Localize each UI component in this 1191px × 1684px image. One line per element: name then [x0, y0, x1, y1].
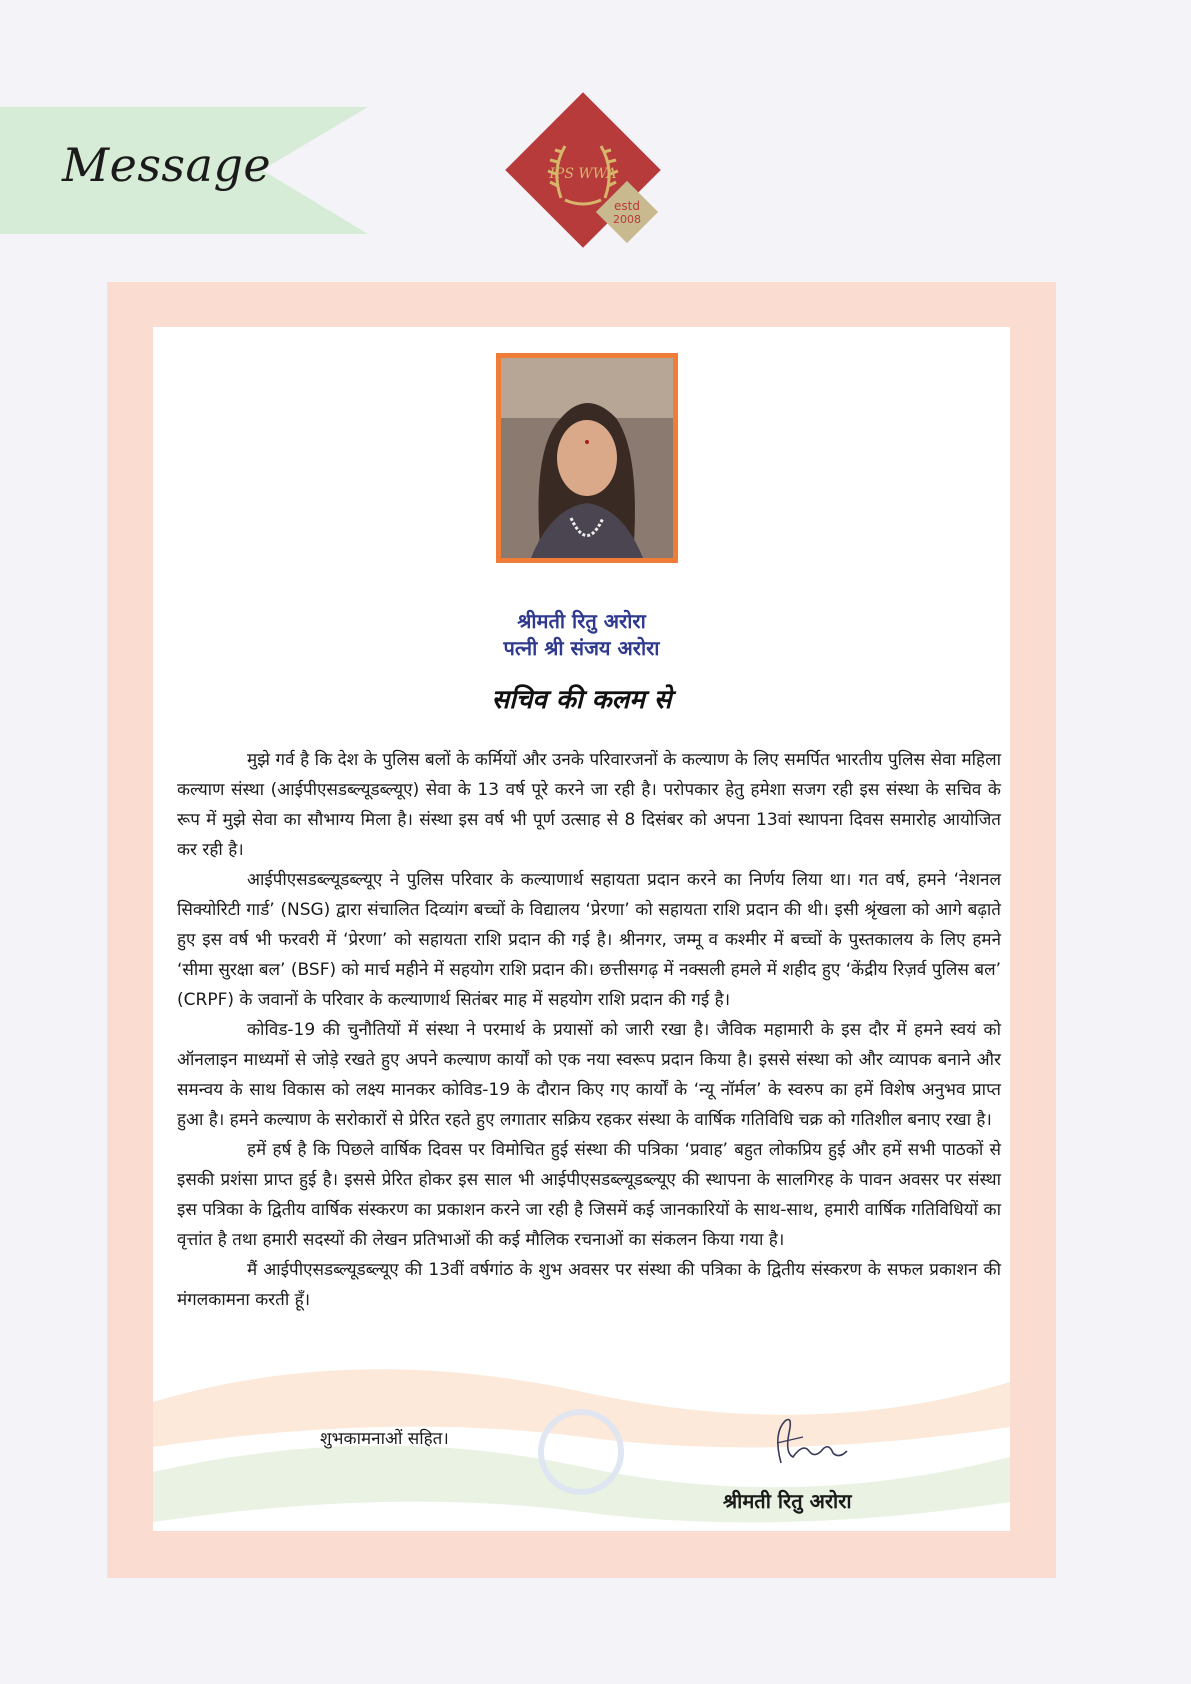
- author-name: श्रीमती रितु अरोरा: [517, 609, 646, 633]
- paragraph-4: हमें हर्ष है कि पिछले वार्षिक दिवस पर विमोचित हुई संस्था की पत्रिका ‘प्रवाह’ बहुत लोकप्रिय हुई और हमें सभी पाठकों से इसकी प्रशंसा प्राप्त हुई है। इससे प्रेरित होकर इस साल भी आईपीएसडब्ल्यूडब्ल्यूए की स्थापना के सालगिरह के पावन अवसर पर संस्था इस पत्रिका के द्वितीय वार्षिक संस्करण का प्रकाशन करने जा रही है जिसमें कई जानकारियों के साथ-साथ, हमारी वार्षिक गतिविधियों का वृत्तांत है तथा हमारी सदस्यों की लेखन प्रतिभाओं की कई मौलिक रचनाओं का संकलन किया गया है।: [177, 1140, 1001, 1250]
- handwritten-signature: [763, 1413, 853, 1471]
- paragraph-1: मुझे गर्व है कि देश के पुलिस बलों के कर्मियों और उनके परिवारजनों के कल्याण के लिए समर्पित भारतीय पुलिस सेवा महिला कल्याण संस्था (आईपीएसडब्ल्यूडब्ल्यूए) सेवा के 13 वर्ष पूरे करने जा रही है। परोपकार हेतु हमेशा सजग रही इस संस्था के सचिव के रूप में मुझे सेवा का सौभाग्य मिला है। संस्था इस वर्ष भी पूर्ण उत्साह से 8 दिसंबर को अपना 13वां स्थापना दिवस समारोह आयोजित कर रही है।: [177, 750, 1001, 860]
- ipswwa-logo: [503, 90, 673, 260]
- paragraph-3: कोविड-19 की चुनौतियों में संस्था ने परमार्थ के प्रयासों को जारी रखा है। जैविक महामारी के इस दौर में हमने स्वयं को ऑनलाइन माध्यमों से जोड़े रखते हुए अपने कल्याण कार्यों को एक नया स्वरूप प्रदान किया है। इससे संस्था को और व्यापक बनाने और समन्वय के साथ विकास को लक्ष्य मानकर कोविड-19 के दौरान किए गए कार्यों के ‘न्यू नॉर्मल’ के स्वरुप का हमें विशेष अनुभव प्राप्त हुआ है। हमने कल्याण के सरोकारों से प्रेरित रहते हुए लगातार सक्रिय रहकर संस्था के वार्षिक गतिविधि चक्र को गतिशील बनाए रखा है।: [177, 1020, 1001, 1130]
- message-panel: [153, 327, 1010, 1531]
- author-photo: [496, 353, 678, 563]
- paragraph-5: मैं आईपीएसडब्ल्यूडब्ल्यूए की 13वीं वर्षगांठ के शुभ अवसर पर संस्था की पत्रिका के द्वितीय संस्करण के सफल प्रकाशन की मंगलकामना करती हूँ।: [177, 1260, 1001, 1310]
- signer-name: श्रीमती रितु अरोरा: [723, 1489, 852, 1513]
- paragraph-2: आईपीएसडब्ल्यूडब्ल्यूए ने पुलिस परिवार के कल्याणार्थ सहायता प्रदान करने का निर्णय लिया था। गत वर्ष, हमने ‘नेशनल सिक्योरिटी गार्ड’ (NSG) द्वारा संचालित दिव्यांग बच्चों के विद्यालय ‘प्रेरणा’ को सहायता राशि प्रदान की थी। इसी श्रृंखला को आगे बढ़ाते हुए इस वर्ष भी फरवरी में ‘प्रेरणा’ को सहायता राशि प्रदान की गई है। श्रीनगर, जम्मू व कश्मीर में बच्चों के पुस्तकालय के लिए हमने ‘सीमा सुरक्षा बल’ (BSF) को मार्च महीने में सहयोग राशि प्रदान की। छत्तीसगढ़ में नक्सली हमले में शहीद हुए ‘केंद्रीय रिज़र्व पुलिस बल’ (CRPF) के जवानों के परिवार के कल्याणार्थ सितंबर माह में सहयोग राशि प्रदान की गई है।: [177, 870, 1001, 1010]
- author-relation: पत्नी श्री संजय अरोरा: [503, 636, 660, 660]
- closing-line: शुभकामनाओं सहित।: [320, 1429, 449, 1449]
- logo-year: 2008: [613, 213, 641, 226]
- logo-monogram: IPS WWA: [549, 166, 617, 182]
- ribbon-label: Message: [62, 138, 272, 192]
- tricolor-watermark: [153, 1352, 1010, 1531]
- message-heading: सचिव की कलम से: [491, 685, 672, 715]
- logo-estd: estd: [614, 199, 640, 213]
- message-body: [177, 745, 1001, 1315]
